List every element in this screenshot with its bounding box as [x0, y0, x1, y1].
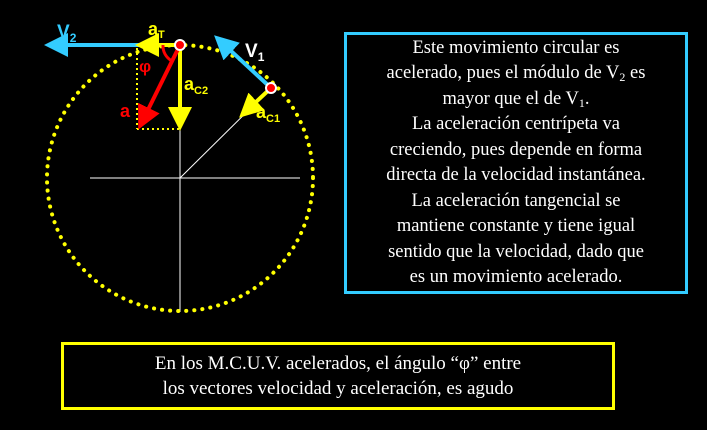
explanation-line-7: La aceleración tangencial se	[411, 190, 621, 211]
explanation-line-4: La aceleración centrípeta va	[412, 114, 620, 134]
explanation-line-8: mantiene constante y tiene igual	[396, 216, 636, 236]
conclusion-line-2: los vectores velocidad y aceleración, es agudo	[162, 378, 514, 399]
position-point-p2	[175, 40, 185, 50]
explanation-line-10: es un movimiento acelerado.	[409, 267, 623, 287]
label-phi: φ	[139, 57, 152, 76]
phi-angle-arc	[163, 45, 172, 61]
label-ac2: $a_{C2}$	[184, 74, 209, 97]
explanation-line-1: Este movimiento circular es	[412, 37, 620, 58]
label-v2: $V_2$	[57, 22, 77, 45]
label-ac1: $a_{C1}$	[256, 102, 281, 125]
explanation-line-5: creciendo, pues depende en forma	[389, 139, 643, 160]
explanation-box	[344, 32, 688, 294]
label-a: a	[120, 101, 131, 121]
conclusion-line-1: En los M.C.U.V. acelerados, el ángulo “φ” entre	[154, 353, 522, 374]
explanation-line-6: directa de la velocidad instantánea.	[386, 165, 646, 185]
position-point-p1	[266, 83, 276, 93]
explanation-line-2: acelerado, pues el módulo de $V_2$ es	[386, 63, 646, 84]
explanation-line-9: sentido que la velocidad, dado que	[388, 241, 644, 262]
conclusion-box	[61, 342, 615, 410]
label-v1: $V_1$	[245, 41, 265, 64]
explanation-line-3: mayor que el de $V_1$.	[442, 88, 590, 110]
label-at: aT	[148, 19, 165, 41]
